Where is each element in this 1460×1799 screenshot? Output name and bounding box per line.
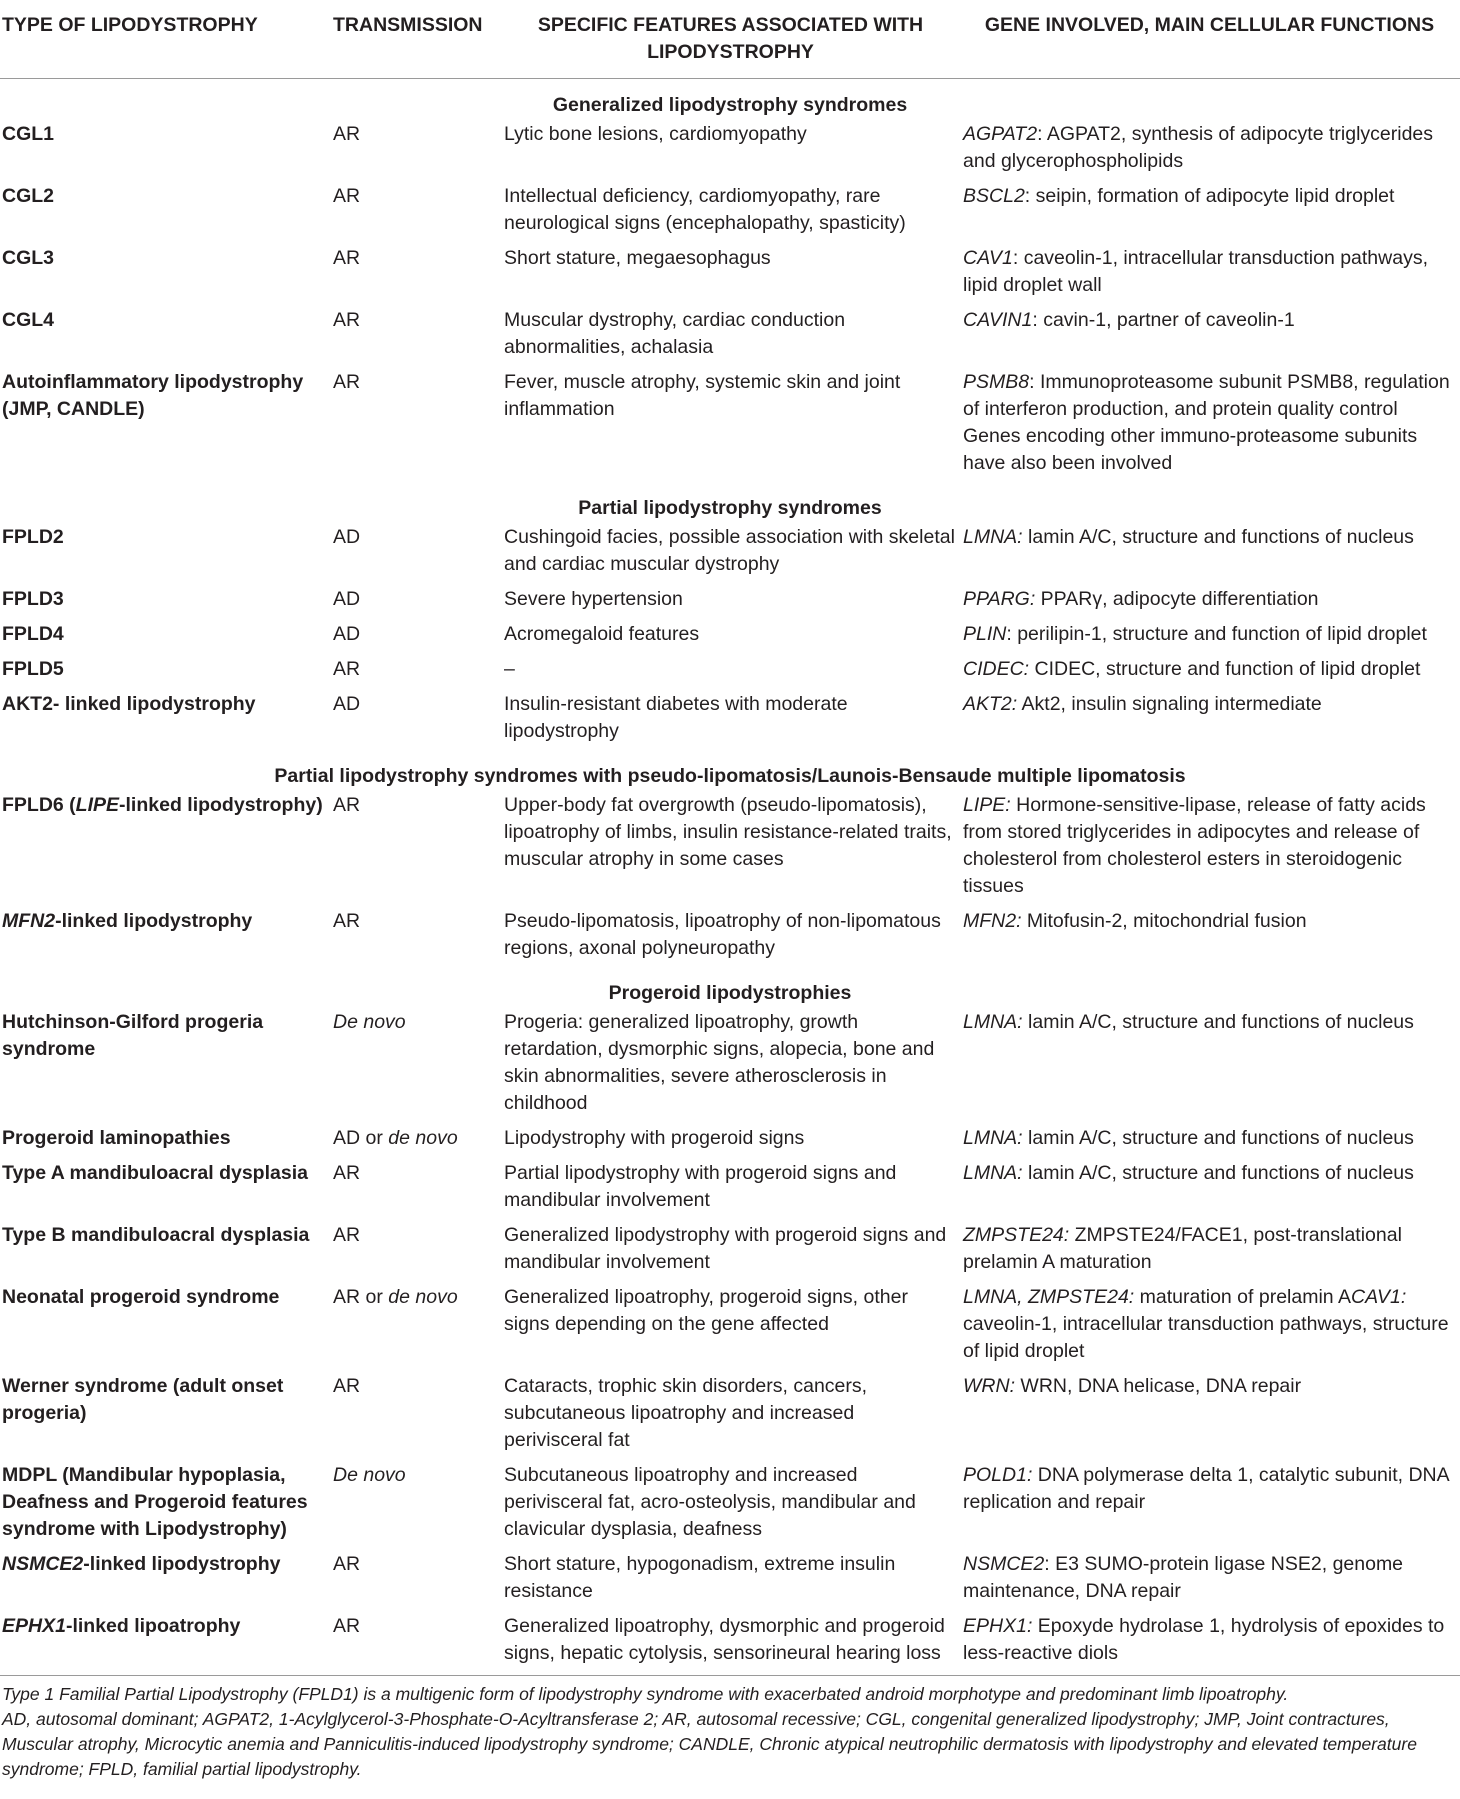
features-cell: Progeria: generalized lipoatrophy, growth retardation, dysmorphic signs, alopecia, bone and skin abnormalities, severe atherosclerosis in childhood xyxy=(504,1011,935,1114)
transmission-text: AR or xyxy=(333,1286,389,1308)
gene-function: Epoxyde hydrolase 1, hydrolysis of epoxides to less-reactive diols xyxy=(963,1615,1445,1664)
footnote-fpld1: Type 1 Familial Partial Lipodystrophy (FPLD1) is a multigenic form of lipodystrophy syndrome with exacerbated android morphotype and predominant limb lipoatrophy. xyxy=(2,1684,1289,1704)
gene-function: lamin A/C, structure and functions of nucleus xyxy=(1022,526,1414,548)
type-cell xyxy=(0,1612,331,1675)
gene-symbol: BSCL2 xyxy=(963,185,1025,207)
gene-cell xyxy=(961,1612,1460,1675)
gene-function: : cavin-1, partner of caveolin-1 xyxy=(1032,309,1295,331)
features-cell: Partial lipodystrophy with progeroid signs and mandibular involvement xyxy=(504,1162,897,1211)
transmission-cell: AD xyxy=(333,623,361,645)
features-cell: Short stature, hypogonadism, extreme insulin resistance xyxy=(504,1553,896,1602)
type-cell: FPLD2 xyxy=(2,526,64,548)
gene-symbol: PPARG: xyxy=(963,588,1036,610)
gene-symbol: PSMB8 xyxy=(963,371,1030,393)
gene-symbol: PLIN xyxy=(963,623,1007,645)
type-cell: MDPL (Mandibular hypoplasia, Deafness and Progeroid features syndrome with Lipodystrophy) xyxy=(2,1464,308,1540)
table-row xyxy=(0,907,1460,969)
gene-function: DNA polymerase delta 1, catalytic subunit, DNA replication and repair xyxy=(963,1464,1449,1513)
type-gene-symbol: NSMCE2 xyxy=(2,1553,84,1575)
transmission-cell: AR xyxy=(333,1162,361,1184)
transmission-cell: AD xyxy=(333,693,361,715)
table-row xyxy=(0,585,1460,620)
gene-cell xyxy=(961,1124,1460,1159)
table-row xyxy=(0,1008,1460,1124)
features-cell: Muscular dystrophy, cardiac conduction abnormalities, achalasia xyxy=(504,309,846,358)
features-cell: Lytic bone lesions, cardiomyopathy xyxy=(504,123,807,145)
gene-symbol: CIDEC: xyxy=(963,658,1030,680)
gene-symbol: NSMCE2 xyxy=(963,1553,1045,1575)
gene-symbol: AGPAT2 xyxy=(963,123,1038,145)
gene-cell xyxy=(961,120,1460,182)
gene-cell xyxy=(961,585,1460,620)
type-cell: CGL1 xyxy=(2,123,55,145)
section-heading-generalized: Generalized lipodystrophy syndromes xyxy=(552,94,908,116)
transmission-text: de novo xyxy=(388,1127,458,1149)
footnote-abbreviations: AD, autosomal dominant; AGPAT2, 1-Acylglycerol-3-Phosphate-O-Acyltransferase 2; AR, autosomal recessive; CGL, congenital generalized lipodystrophy; JMP, Joint contractures, Muscular atrophy, Microcytic anemia and Panniculitis-induced lipodystrophy syndrome; CANDLE, Chronic atypical neutrophilic dermatosis with lipodystrophy and elevated temperature syndrome; FPLD, familial partial lipodystrophy. xyxy=(2,1709,1417,1779)
type-cell: CGL3 xyxy=(2,247,55,269)
table-row xyxy=(0,1372,1460,1461)
gene-cell xyxy=(961,655,1460,690)
type-cell: CGL4 xyxy=(2,309,55,331)
features-cell: Cataracts, trophic skin disorders, cancers, subcutaneous lipoatrophy and increased perivisceral fat xyxy=(504,1375,868,1451)
type-cell xyxy=(0,1550,331,1612)
table-row xyxy=(0,1159,1460,1221)
transmission-text: AD or xyxy=(333,1127,389,1149)
gene-cell xyxy=(961,182,1460,244)
header-features: SPECIFIC FEATURES ASSOCIATED WITH LIPODYSTROPHY xyxy=(502,0,961,79)
gene-function: lamin A/C, structure and functions of nucleus xyxy=(1022,1127,1414,1149)
transmission-cell xyxy=(331,1461,502,1550)
gene-function: Mitofusin-2, mitochondrial fusion xyxy=(1021,910,1307,932)
table-row xyxy=(0,523,1460,585)
transmission-cell xyxy=(331,1283,502,1372)
table-row xyxy=(0,1283,1460,1372)
gene-symbol: CAVIN1 xyxy=(963,309,1033,331)
type-cell: Neonatal progeroid syndrome xyxy=(2,1286,280,1308)
features-cell: Lipodystrophy with progeroid signs xyxy=(504,1127,805,1149)
gene-cell xyxy=(961,690,1460,752)
transmission-cell: AR xyxy=(333,1375,361,1397)
table-row xyxy=(0,306,1460,368)
transmission-cell xyxy=(331,1008,502,1124)
table-header-row xyxy=(0,0,1460,79)
gene-cell xyxy=(961,244,1460,306)
gene-cell xyxy=(961,306,1460,368)
transmission-cell: AR xyxy=(333,910,361,932)
type-cell: FPLD3 xyxy=(2,588,64,610)
type-cell: Progeroid laminopathies xyxy=(2,1127,231,1149)
table-row xyxy=(0,1461,1460,1550)
type-cell: Type B mandibuloacral dysplasia xyxy=(2,1224,310,1246)
gene-symbol: LMNA, ZMPSTE24: xyxy=(963,1286,1135,1308)
gene-symbol: EPHX1: xyxy=(963,1615,1033,1637)
features-cell: Short stature, megaesophagus xyxy=(504,247,771,269)
header-type: TYPE OF LIPODYSTROPHY xyxy=(0,0,331,79)
type-gene-symbol: LIPE xyxy=(75,794,120,816)
gene-function: : AGPAT2, synthesis of adipocyte triglycerides and glycerophospholipids xyxy=(963,123,1434,172)
type-gene-symbol: EPHX1 xyxy=(2,1615,66,1637)
type-cell xyxy=(0,907,331,969)
transmission-cell: AD xyxy=(333,526,361,548)
gene-cell xyxy=(961,1372,1460,1461)
gene-symbol: CAV1 xyxy=(963,247,1013,269)
type-gene-symbol: MFN2 xyxy=(2,910,56,932)
section-row xyxy=(0,484,1460,523)
gene-function: ZMPSTE24/FACE1, post-translational prelamin A maturation xyxy=(963,1224,1402,1273)
gene-symbol: LIPE: xyxy=(963,794,1011,816)
features-cell: Cushingoid facies, possible association with skeletal and cardiac muscular dystrophy xyxy=(504,526,955,575)
table-row xyxy=(0,690,1460,752)
gene-symbol: WRN: xyxy=(963,1375,1015,1397)
transmission-cell: AR xyxy=(333,1224,361,1246)
table-row xyxy=(0,655,1460,690)
type-cell: FPLD4 xyxy=(2,623,64,645)
type-text: -linked lipodystrophy xyxy=(83,1553,281,1575)
gene-cell xyxy=(961,1221,1460,1283)
type-text: -linked lipodystrophy) xyxy=(119,794,323,816)
table-footnotes xyxy=(0,1676,1460,1782)
gene-function: : E3 SUMO-protein ligase NSE2, genome maintenance, DNA repair xyxy=(963,1553,1404,1602)
section-row xyxy=(0,969,1460,1008)
features-cell: Generalized lipoatrophy, dysmorphic and progeroid signs, hepatic cytolysis, sensorineural hearing loss xyxy=(504,1615,945,1664)
table-body xyxy=(0,79,1460,1676)
gene-function: : perilipin-1, structure and function of lipid droplet xyxy=(1006,623,1427,645)
features-cell: Fever, muscle atrophy, systemic skin and joint inflammation xyxy=(504,371,901,420)
features-cell: Generalized lipodystrophy with progeroid signs and mandibular involvement xyxy=(504,1224,947,1273)
gene-cell xyxy=(961,1159,1460,1221)
transmission-cell: AR xyxy=(333,371,361,393)
gene-cell xyxy=(961,620,1460,655)
type-cell: Type A mandibuloacral dysplasia xyxy=(2,1162,308,1184)
features-cell: Subcutaneous lipoatrophy and increased perivisceral fat, acro-osteolysis, mandibular and clavicular dysplasia, deafness xyxy=(504,1464,916,1540)
transmission-cell: AR xyxy=(333,247,361,269)
section-heading-progeroid: Progeroid lipodystrophies xyxy=(608,982,852,1004)
header-gene: GENE INVOLVED, MAIN CELLULAR FUNCTIONS xyxy=(961,0,1460,79)
table-row xyxy=(0,244,1460,306)
type-cell: Werner syndrome (adult onset progeria) xyxy=(2,1375,284,1424)
gene-function: maturation of prelamin A xyxy=(1134,1286,1351,1308)
gene-function: WRN, DNA helicase, DNA repair xyxy=(1015,1375,1302,1397)
transmission-text: De novo xyxy=(333,1464,406,1486)
gene-function: : Immunoproteasome subunit PSMB8, regulation of interferon production, and protein quality control Genes encoding other immuno-proteasome subunits have also been involved xyxy=(963,371,1450,474)
gene-function: PPARγ, adipocyte differentiation xyxy=(1035,588,1319,610)
gene-symbol: ZMPSTE24: xyxy=(963,1224,1070,1246)
transmission-cell: AR xyxy=(333,658,361,680)
gene-symbol: LMNA: xyxy=(963,1011,1023,1033)
features-cell: – xyxy=(504,658,515,680)
gene-cell xyxy=(961,368,1460,484)
header-transmission: TRANSMISSION xyxy=(331,0,502,79)
table-row xyxy=(0,620,1460,655)
gene-symbol: CAV1: xyxy=(1351,1286,1407,1308)
table-row xyxy=(0,1612,1460,1675)
features-cell: Acromegaloid features xyxy=(504,623,700,645)
gene-cell xyxy=(961,1461,1460,1550)
table-row xyxy=(0,791,1460,907)
gene-cell xyxy=(961,1550,1460,1612)
gene-function: : seipin, formation of adipocyte lipid droplet xyxy=(1024,185,1395,207)
transmission-cell: AD xyxy=(333,588,361,610)
gene-function: lamin A/C, structure and functions of nucleus xyxy=(1022,1162,1414,1184)
gene-cell xyxy=(961,523,1460,585)
gene-cell xyxy=(961,791,1460,907)
section-heading-pseudo-lipomatosis: Partial lipodystrophy syndromes with pseudo-lipomatosis/Launois-Bensaude multiple lipomatosis xyxy=(274,765,1186,787)
table-row xyxy=(0,1124,1460,1159)
features-cell: Pseudo-lipomatosis, lipoatrophy of non-lipomatous regions, axonal polyneuropathy xyxy=(504,910,941,959)
transmission-text: de novo xyxy=(388,1286,458,1308)
type-cell: CGL2 xyxy=(2,185,55,207)
gene-function: lamin A/C, structure and functions of nucleus xyxy=(1022,1011,1414,1033)
features-cell: Generalized lipoatrophy, progeroid signs, other signs depending on the gene affected xyxy=(504,1286,908,1335)
table-row xyxy=(0,120,1460,182)
section-heading-partial: Partial lipodystrophy syndromes xyxy=(578,497,882,519)
gene-symbol: MFN2: xyxy=(963,910,1022,932)
type-cell: Hutchinson-Gilford progeria syndrome xyxy=(2,1011,264,1060)
features-cell: Intellectual deficiency, cardiomyopathy, rare neurological signs (encephalopathy, spasticity) xyxy=(504,185,906,234)
transmission-text: De novo xyxy=(333,1011,406,1033)
gene-cell xyxy=(961,1283,1460,1372)
gene-function: Akt2, insulin signaling intermediate xyxy=(1017,693,1322,715)
table-row xyxy=(0,368,1460,484)
table-row xyxy=(0,182,1460,244)
gene-symbol: AKT2: xyxy=(963,693,1018,715)
gene-function: Hormone-sensitive-lipase, release of fatty acids from stored triglycerides in adipocytes and release of cholesterol from cholesterol esters in steroidogenic tissues xyxy=(963,794,1426,897)
features-cell: Upper-body fat overgrowth (pseudo-lipomatosis), lipoatrophy of limbs, insulin resistance-related traits, muscular atrophy in some cases xyxy=(504,794,952,870)
transmission-cell: AR xyxy=(333,309,361,331)
transmission-cell: AR xyxy=(333,1553,361,1575)
type-cell xyxy=(0,791,331,907)
gene-symbol: POLD1: xyxy=(963,1464,1033,1486)
section-row xyxy=(0,79,1460,121)
gene-cell xyxy=(961,907,1460,969)
gene-symbol: LMNA: xyxy=(963,1162,1023,1184)
gene-function: CIDEC, structure and function of lipid droplet xyxy=(1029,658,1421,680)
transmission-cell: AR xyxy=(333,794,361,816)
gene-function: caveolin-1, intracellular transduction pathways, structure of lipid droplet xyxy=(963,1313,1449,1362)
type-text: -linked lipoatrophy xyxy=(65,1615,241,1637)
type-text: FPLD6 ( xyxy=(2,794,76,816)
gene-symbol: LMNA: xyxy=(963,526,1023,548)
gene-function: : caveolin-1, intracellular transduction pathways, lipid droplet wall xyxy=(963,247,1429,296)
type-cell: Autoinflammatory lipodystrophy (JMP, CANDLE) xyxy=(2,371,304,420)
transmission-cell: AR xyxy=(333,185,361,207)
features-cell: Severe hypertension xyxy=(504,588,683,610)
section-row xyxy=(0,752,1460,791)
table-row xyxy=(0,1550,1460,1612)
type-text: -linked lipodystrophy xyxy=(55,910,253,932)
gene-symbol: LMNA: xyxy=(963,1127,1023,1149)
gene-cell xyxy=(961,1008,1460,1124)
transmission-cell: AR xyxy=(333,1615,361,1637)
features-cell: Insulin-resistant diabetes with moderate lipodystrophy xyxy=(504,693,848,742)
type-cell: AKT2- linked lipodystrophy xyxy=(2,693,256,715)
transmission-cell xyxy=(331,1124,502,1159)
type-cell: FPLD5 xyxy=(2,658,64,680)
transmission-cell: AR xyxy=(333,123,361,145)
table-row xyxy=(0,1221,1460,1283)
